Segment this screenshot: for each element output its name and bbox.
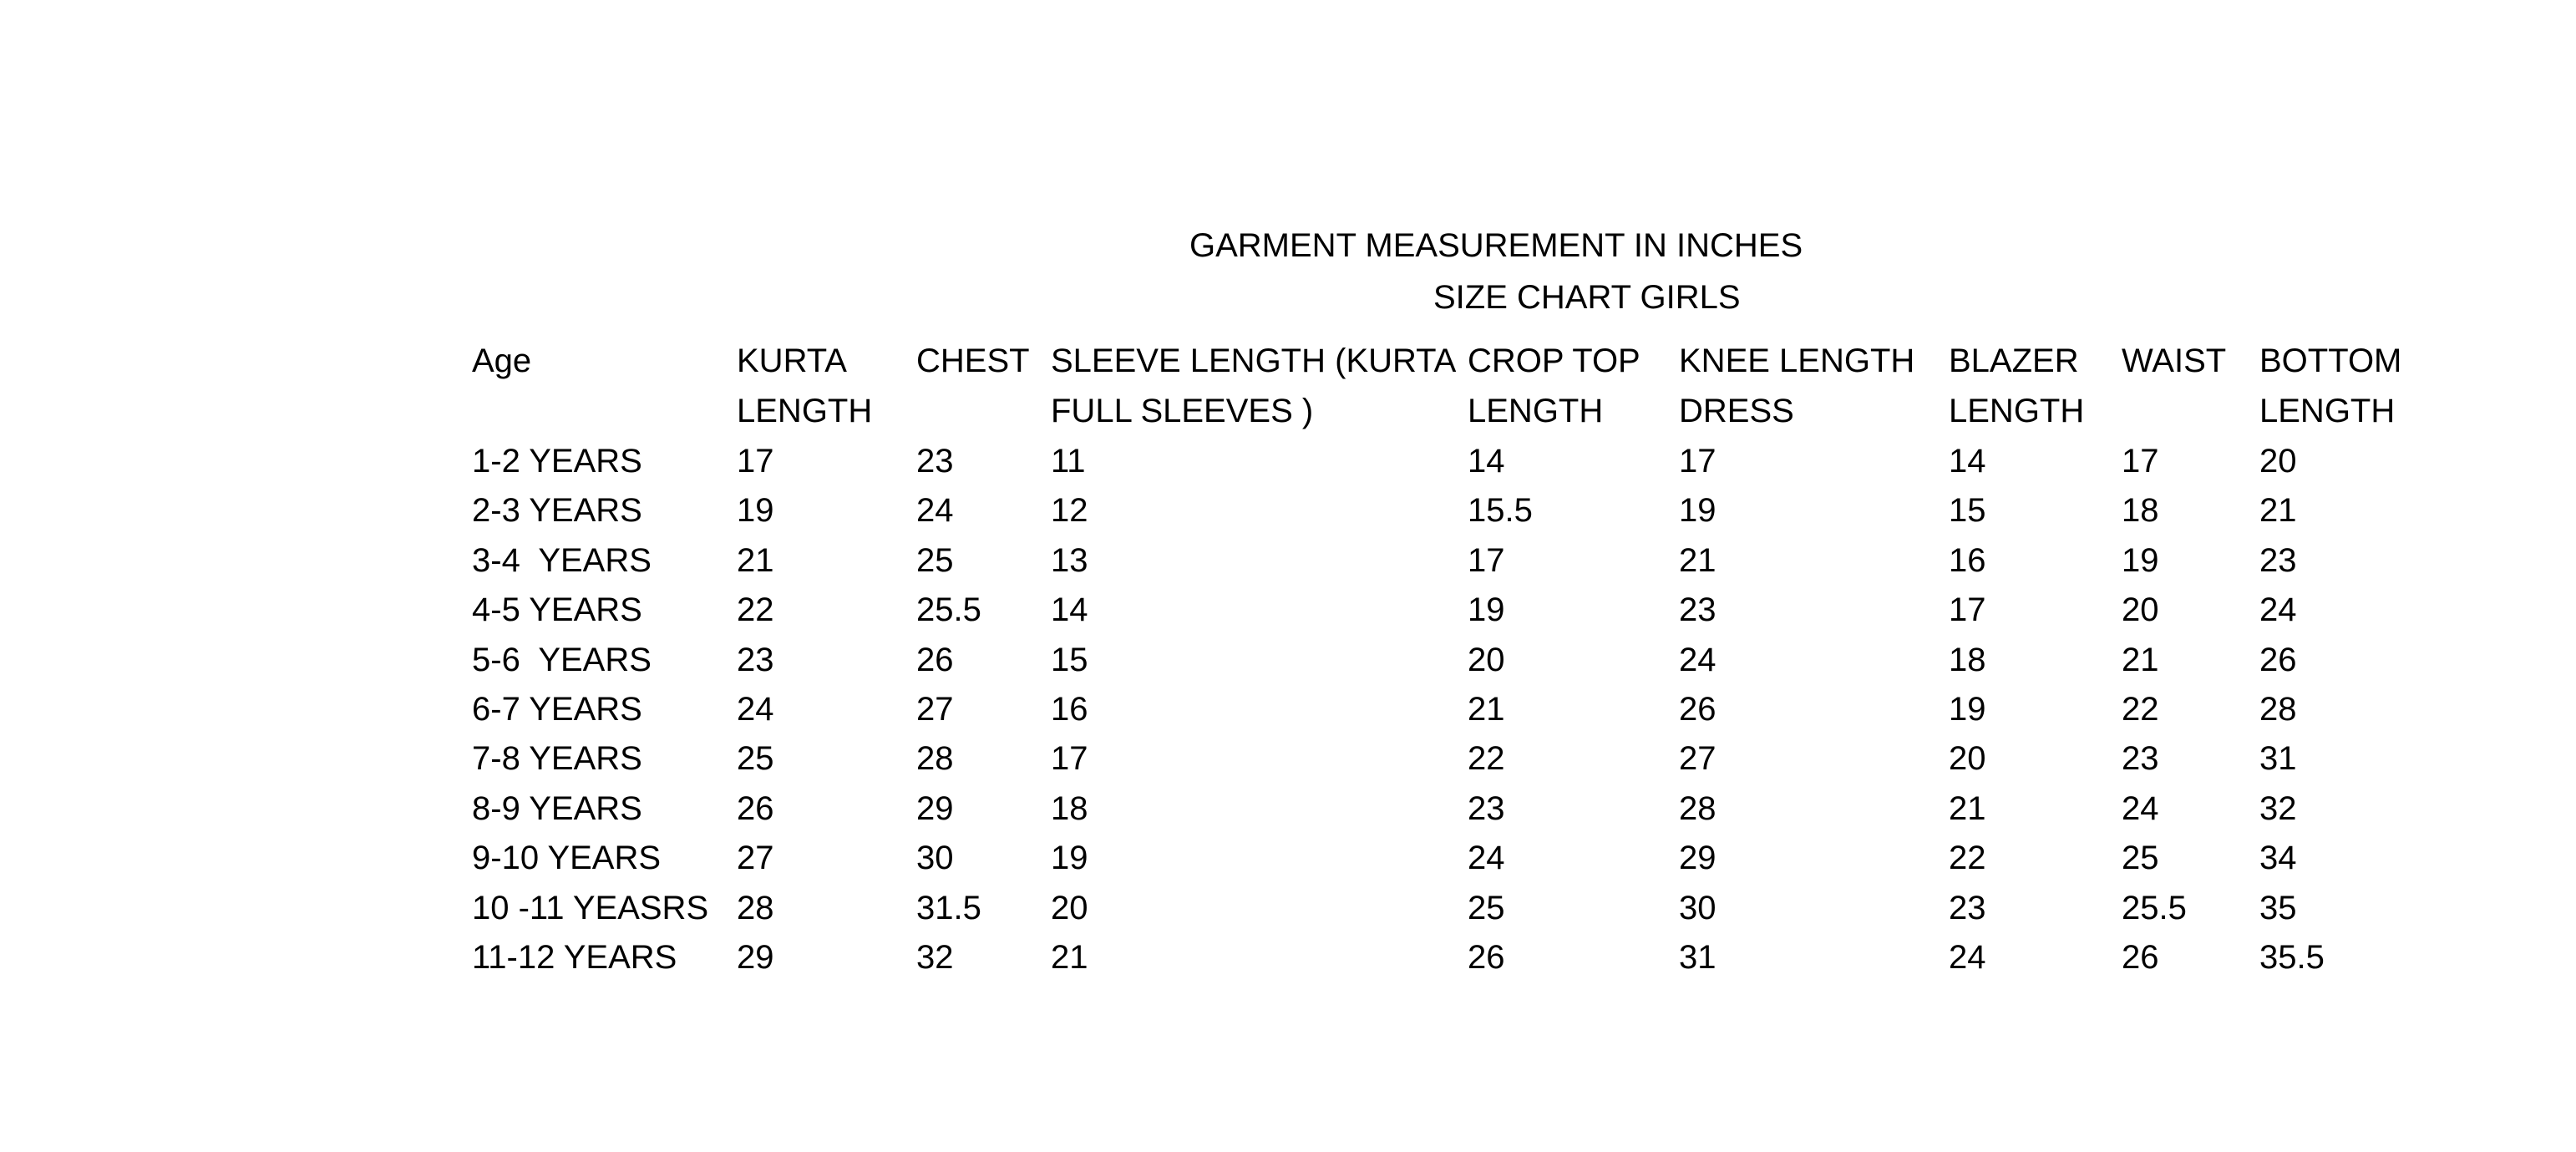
subtitle-text: SIZE CHART GIRLS [1433,279,1741,316]
table-cell: 18 [1949,641,1986,678]
column-header [1468,336,1640,436]
table-cell: 16 [1051,691,1088,728]
table-cell: 32 [916,939,954,976]
column-header [472,336,531,386]
table-cell: 19 [737,492,774,530]
table-cell: 20 [1468,641,1505,678]
table-cell: 19 [1679,492,1716,530]
age-cell: 6-7 YEARS [472,691,642,728]
table-cell: 18 [2122,492,2159,530]
table-cell: 14 [1949,443,1986,480]
table-cell: 20 [2259,443,2297,480]
table-cell: 34 [2259,840,2297,877]
table-cell: 25 [1468,889,1505,926]
table-cell: 27 [737,840,774,877]
column-header [916,336,1030,386]
table-cell: 21 [1051,939,1088,976]
table-cell: 21 [737,541,774,579]
title-text: GARMENT MEASUREMENT IN INCHES [1189,227,1803,264]
table-cell: 12 [1051,492,1088,530]
table-cell: 24 [737,691,774,728]
table-cell: 25.5 [2122,889,2187,926]
column-header-line: Age [472,343,532,379]
table-cell: 22 [737,591,774,629]
table-cell: 15 [1051,641,1088,678]
table-cell: 22 [1949,840,1986,877]
column-header-line: FULL SLEEVES ) [1051,393,1314,429]
table-cell: 11 [1051,443,1086,480]
table-cell: 29 [916,789,954,827]
table-cell: 27 [1679,740,1716,778]
table-cell: 17 [1051,740,1088,778]
table-cell: 24 [1468,840,1505,877]
table-cell: 24 [2259,591,2297,629]
table-cell: 35 [2259,889,2297,926]
table-cell: 35.5 [2259,939,2325,976]
table-cell: 25.5 [916,591,981,629]
table-cell: 20 [2122,591,2159,629]
table-cell: 25 [737,740,774,778]
table-cell: 23 [737,641,774,678]
table-cell: 18 [1051,789,1088,827]
column-header-line: LENGTH [1949,393,2085,429]
table-cell: 14 [1468,443,1505,480]
column-header-line: LENGTH [737,393,873,429]
table-cell: 19 [1468,591,1505,629]
column-header [2259,336,2401,436]
table-cell: 22 [2122,691,2159,728]
age-cell: 5-6 YEARS [472,641,652,678]
table-cell: 28 [1679,789,1716,827]
table-cell: 21 [1468,691,1505,728]
table-cell: 25 [2122,840,2159,877]
table-cell: 23 [1949,889,1986,926]
age-cell: 9-10 YEARS [472,840,662,877]
column-header [1051,336,1456,436]
column-header-line: CROP TOP [1468,343,1640,379]
table-cell: 22 [1468,740,1505,778]
table-cell: 19 [1051,840,1088,877]
table-cell: 23 [1468,789,1505,827]
table-cell: 26 [1679,691,1716,728]
table-cell: 24 [1949,939,1986,976]
column-header [1679,336,1914,436]
table-cell: 17 [2122,443,2159,480]
table-cell: 14 [1051,591,1088,629]
table-cell: 20 [1051,889,1088,926]
table-cell: 17 [737,443,774,480]
table-cell: 23 [1679,591,1716,629]
table-cell: 19 [2122,541,2159,579]
age-cell: 4-5 YEARS [472,591,642,629]
table-cell: 25 [916,541,954,579]
age-cell: 3-4 YEARS [472,541,652,579]
age-cell: 1-2 YEARS [472,443,642,480]
age-cell: 11-12 YEARS [472,939,677,976]
age-cell: 2-3 YEARS [472,492,642,530]
table-cell: 31 [1679,939,1716,976]
table-cell: 17 [1949,591,1986,629]
table-cell: 31 [2259,740,2297,778]
column-header-line: KURTA [737,343,847,379]
column-header-line: CHEST [916,343,1030,379]
column-header-line: KNEE LENGTH [1679,343,1915,379]
table-cell: 21 [2259,492,2297,530]
column-header-line: BOTTOM [2259,343,2402,379]
age-cell: 8-9 YEARS [472,789,642,827]
table-cell: 24 [916,492,954,530]
table-cell: 21 [1679,541,1716,579]
table-cell: 28 [916,740,954,778]
table-cell: 26 [737,789,774,827]
table-cell: 24 [2122,789,2159,827]
table-cell: 29 [1679,840,1716,877]
table-cell: 21 [1949,789,1986,827]
table-cell: 16 [1949,541,1986,579]
column-header-line: LENGTH [1468,393,1604,429]
table-cell: 26 [1468,939,1505,976]
table-cell: 29 [737,939,774,976]
column-header [1949,336,2084,436]
table-cell: 30 [916,840,954,877]
table-cell: 28 [737,889,774,926]
column-header-line: LENGTH [2259,393,2396,429]
table-cell: 23 [2259,541,2297,579]
table-cell: 13 [1051,541,1088,579]
table-cell: 17 [1468,541,1505,579]
table-cell: 28 [2259,691,2297,728]
table-cell: 21 [2122,641,2159,678]
column-header [2122,336,2226,386]
table-cell: 15 [1949,492,1986,530]
column-header-line: WAIST [2122,343,2227,379]
table-cell: 20 [1949,740,1986,778]
age-cell: 7-8 YEARS [472,740,642,778]
table-cell: 26 [2259,641,2297,678]
table-cell: 23 [916,443,954,480]
table-cell: 19 [1949,691,1986,728]
table-cell: 26 [2122,939,2159,976]
table-cell: 23 [2122,740,2159,778]
table-cell: 26 [916,641,954,678]
column-header-line: BLAZER [1949,343,2079,379]
table-cell: 24 [1679,641,1716,678]
age-cell: 10 -11 YEASRS [472,889,709,926]
column-header-line: DRESS [1679,393,1794,429]
table-cell: 17 [1679,443,1716,480]
column-header [737,336,872,436]
column-header-line: SLEEVE LENGTH (KURTA [1051,343,1457,379]
table-cell: 32 [2259,789,2297,827]
table-cell: 30 [1679,889,1716,926]
table-cell: 27 [916,691,954,728]
table-cell: 31.5 [916,889,981,926]
table-cell: 15.5 [1468,492,1533,530]
